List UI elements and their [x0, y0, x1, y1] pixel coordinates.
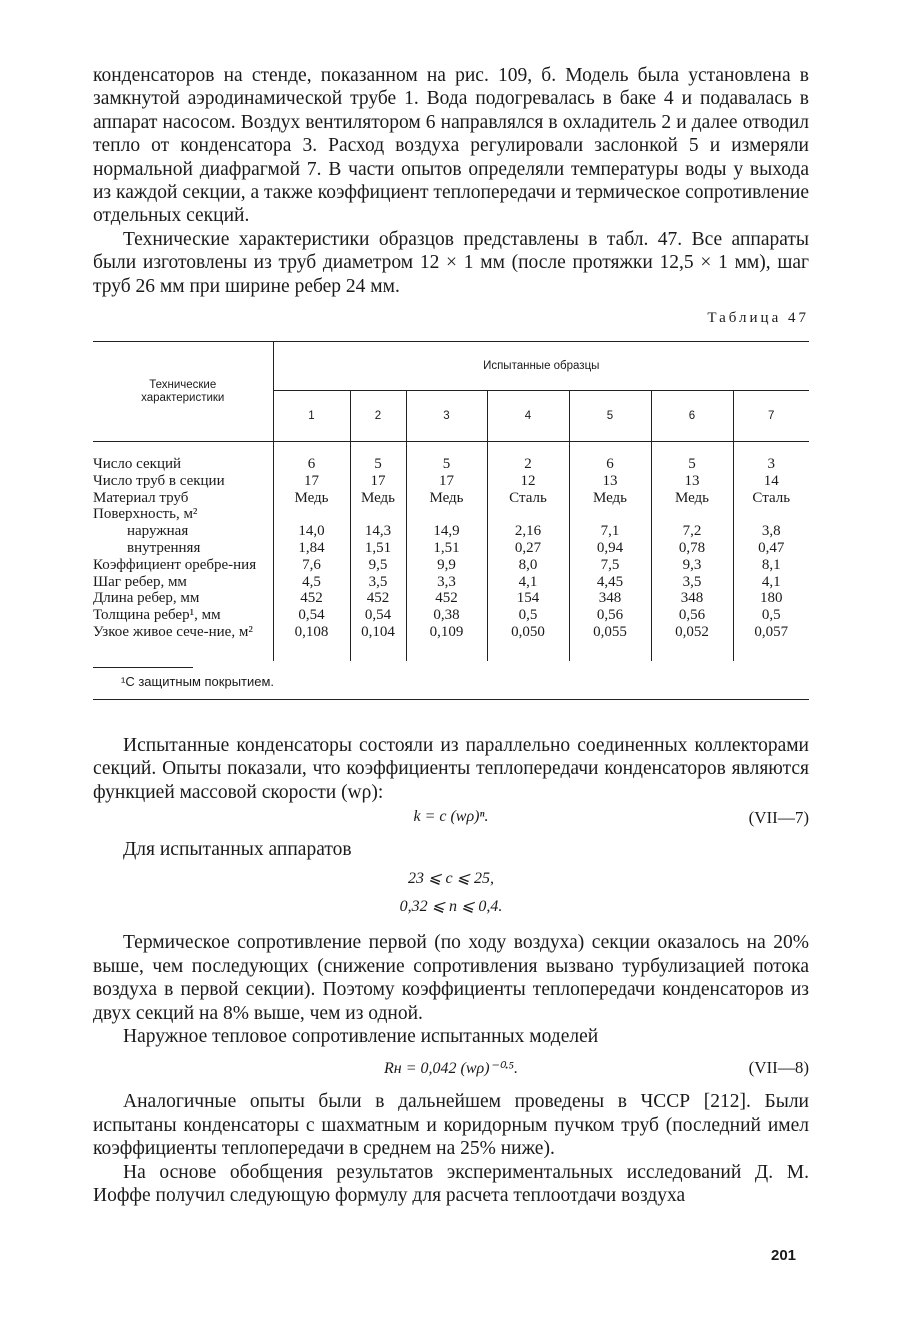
cell-value: 0,104: [350, 624, 406, 641]
cell-value: [651, 506, 733, 523]
paragraph-1: конденсаторов на стенде, показанном на рис. 109, б. Модель была установлена в замкнутой аэродинамической трубе 1. Вода подогревалась в баке 4 и подавалась в аппарат насосом. Воздух вентилятором 6 направлялся в охладитель 2 и далее отводил тепло от конденсатора 3. Расход воздуха регулировали заслонкой 5 и измеряли нормальной диафрагмой 7. В части опытов определяли температуры воды у выхода из каждой секции, а также коэффициент теплопередачи и термическое сопротивление отдельных секций.: [93, 65, 809, 227]
formula-vii-8: [93, 1054, 809, 1084]
cell-value: 348: [651, 590, 733, 607]
cell-value: 0,47: [733, 540, 809, 557]
cell-value: 17: [273, 473, 350, 490]
row-label: Число труб в секции: [93, 472, 225, 489]
cell-value: 0,94: [569, 540, 651, 557]
cell-value: 8,0: [487, 557, 569, 574]
cell-value: 3,5: [651, 574, 733, 591]
gap-cell: [487, 641, 569, 661]
cell-value: 4,5: [273, 574, 350, 591]
cell-value: 14,9: [406, 523, 487, 540]
table-row: [93, 523, 809, 540]
table-row: [93, 473, 809, 490]
cell-value: 0,5: [733, 607, 809, 624]
column-number-6: 6: [651, 391, 733, 442]
cell-value: 0,54: [273, 607, 350, 624]
characteristics-table: [93, 341, 809, 661]
cell-value: 3: [733, 456, 809, 473]
formula-number: (VII—7): [748, 808, 809, 828]
cell-value: [406, 506, 487, 523]
cell-value: 5: [406, 456, 487, 473]
spacer-cell: [273, 442, 350, 457]
row-label: Шаг ребер, мм: [93, 573, 187, 590]
cell-value: Медь: [651, 490, 733, 507]
cell-value: 452: [406, 590, 487, 607]
cell-value: [487, 506, 569, 523]
column-number-2: 2: [350, 391, 406, 442]
cell-value: 0,38: [406, 607, 487, 624]
for-tested-line: Для испытанных аппаратов: [123, 839, 352, 861]
gap-cell: [273, 641, 350, 661]
table-row: [93, 590, 809, 607]
cell-value: 452: [350, 590, 406, 607]
table-row: [93, 557, 809, 574]
row-label: Число секций: [93, 456, 182, 473]
spacer-cell: [733, 442, 809, 457]
row-label: Узкое живое сече-ние, м²: [93, 624, 253, 641]
cell-value: 0,27: [487, 540, 569, 557]
gap-cell: [406, 641, 487, 661]
cell-value: 0,78: [651, 540, 733, 557]
row-label: Толщина ребер¹, мм: [93, 607, 221, 624]
row-label: Поверхность, м²: [93, 506, 198, 523]
cell-value: 7,2: [651, 523, 733, 540]
spacer-cell: [93, 442, 273, 457]
table-caption: Таблица 47: [707, 310, 809, 327]
cell-value: Медь: [273, 490, 350, 507]
cell-value: 0,54: [350, 607, 406, 624]
cell-value: Медь: [350, 490, 406, 507]
column-number-7: 7: [733, 391, 809, 442]
cell-value: 8,1: [733, 557, 809, 574]
gap-cell: [93, 641, 273, 661]
cell-value: 0,050: [487, 624, 569, 641]
paragraph-after-table: Испытанные конденсаторы состояли из параллельно соединенных коллекторами секций. Опыты показали, что коэффициенты теплопередачи конденсаторов являются функцией массовой скорости (wρ):: [93, 734, 809, 803]
cell-value: 6: [569, 456, 651, 473]
gap-cell: [733, 641, 809, 661]
row-label: Коэффициент оребре-ния: [93, 556, 257, 573]
cell-value: 5: [651, 456, 733, 473]
cell-value: 1,51: [350, 540, 406, 557]
cell-value: 4,45: [569, 574, 651, 591]
cell-value: 2: [487, 456, 569, 473]
formula-text: Rн = 0,042 (wρ)⁻⁰·⁵.: [384, 1060, 518, 1078]
cell-value: 14: [733, 473, 809, 490]
cell-value: 7,5: [569, 557, 651, 574]
spacer-cell: [487, 442, 569, 457]
cell-value: 13: [651, 473, 733, 490]
paragraph-outer: Наружное тепловое сопротивление испытанных моделей: [123, 1026, 599, 1048]
cell-value: Медь: [406, 490, 487, 507]
cell-value: 7,6: [273, 557, 350, 574]
header-left: Технические характеристики: [93, 342, 273, 442]
inequality-n: 0,32 ⩽ n ⩽ 0,4.: [399, 898, 503, 916]
cell-value: 3,5: [350, 574, 406, 591]
cell-value: 0,109: [406, 624, 487, 641]
cell-value: 17: [350, 473, 406, 490]
page-number: 201: [771, 1247, 797, 1264]
spacer-cell: [406, 442, 487, 457]
cell-value: 154: [487, 590, 569, 607]
cell-value: 0,055: [569, 624, 651, 641]
table-row: [93, 624, 809, 641]
formula-number: (VII—8): [748, 1058, 809, 1078]
cell-value: 348: [569, 590, 651, 607]
table-row: [93, 574, 809, 591]
cell-value: 0,56: [651, 607, 733, 624]
cell-value: Медь: [569, 490, 651, 507]
cell-value: 14,3: [350, 523, 406, 540]
column-number-3: 3: [406, 391, 487, 442]
row-label: Материал труб: [93, 489, 189, 506]
gap-cell: [651, 641, 733, 661]
cell-value: [733, 506, 809, 523]
column-number-4: 4: [487, 391, 569, 442]
cell-value: 12: [487, 473, 569, 490]
cell-value: 9,3: [651, 557, 733, 574]
cell-value: [350, 506, 406, 523]
cell-value: 1,51: [406, 540, 487, 557]
table-row: [93, 456, 809, 473]
cell-value: 17: [406, 473, 487, 490]
row-label: внутренняя: [127, 540, 201, 557]
cell-value: 1,84: [273, 540, 350, 557]
row-label: наружная: [127, 523, 189, 540]
cell-value: 9,5: [350, 557, 406, 574]
cell-value: 3,8: [733, 523, 809, 540]
gap-cell: [569, 641, 651, 661]
cell-value: 4,1: [733, 574, 809, 591]
cell-value: 9,9: [406, 557, 487, 574]
cell-value: 6: [273, 456, 350, 473]
column-number-1: 1: [273, 391, 350, 442]
page: [93, 64, 809, 1208]
header-group: Испытанные образцы: [273, 342, 809, 391]
cell-value: 2,16: [487, 523, 569, 540]
cell-value: 0,052: [651, 624, 733, 641]
cell-value: 0,057: [733, 624, 809, 641]
table-row: [93, 607, 809, 624]
column-number-5: 5: [569, 391, 651, 442]
paragraph-last: На основе обобщения результатов экспериментальных исследований Д. М. Иоффе получил следующую формулу для расчета теплоотдачи воздуха: [93, 1161, 809, 1207]
cell-value: 0,5: [487, 607, 569, 624]
cell-value: Сталь: [487, 490, 569, 507]
cell-value: [569, 506, 651, 523]
inequality-c: 23 ⩽ c ⩽ 25,: [408, 870, 494, 888]
paragraph-thermal: Термическое сопротивление первой (по ходу воздуха) секции оказалось на 20% выше, чем последующих (снижение сопротивления вызвано турбулизацией потока воздуха в первой секции). Поэтому коэффициенты теплопередачи конденсаторов из двух секций на 8% выше, чем из одной.: [93, 932, 809, 1024]
formula-text: k = c (wρ)ⁿ.: [413, 808, 489, 826]
spacer-cell: [350, 442, 406, 457]
cell-value: 3,3: [406, 574, 487, 591]
spacer-cell: [651, 442, 733, 457]
cell-value: 0,56: [569, 607, 651, 624]
cell-value: 13: [569, 473, 651, 490]
cell-value: 452: [273, 590, 350, 607]
cell-value: [273, 506, 350, 523]
cell-value: 14,0: [273, 523, 350, 540]
table-row: [93, 540, 809, 557]
table-row: [93, 506, 809, 523]
cell-value: 0,108: [273, 624, 350, 641]
footnote-rule: [93, 667, 193, 668]
table-row: [93, 490, 809, 507]
cell-value: 180: [733, 590, 809, 607]
cell-value: 7,1: [569, 523, 651, 540]
cell-value: 5: [350, 456, 406, 473]
cell-value: Сталь: [733, 490, 809, 507]
paragraph-2: Технические характеристики образцов представлены в табл. 47. Все аппараты были изготовлены из труб диаметром 12 × 1 мм (после протяжки 12,5 × 1 мм), шаг труб 26 мм при ширине ребер 24 мм.: [93, 228, 809, 297]
gap-cell: [350, 641, 406, 661]
table-footnote: ¹С защитным покрытием.: [121, 673, 275, 689]
cell-value: 4,1: [487, 574, 569, 591]
paragraph-similar: Аналогичные опыты были в дальнейшем проведены в ЧССР [212]. Были испытаны конденсаторы с шахматным и коридорным пучком труб (последний имел коэффициенты теплопередачи в среднем на 25% ниже).: [93, 1091, 809, 1160]
formula-vii-7: [93, 804, 809, 834]
spacer-cell: [569, 442, 651, 457]
row-label: Длина ребер, мм: [93, 590, 200, 607]
